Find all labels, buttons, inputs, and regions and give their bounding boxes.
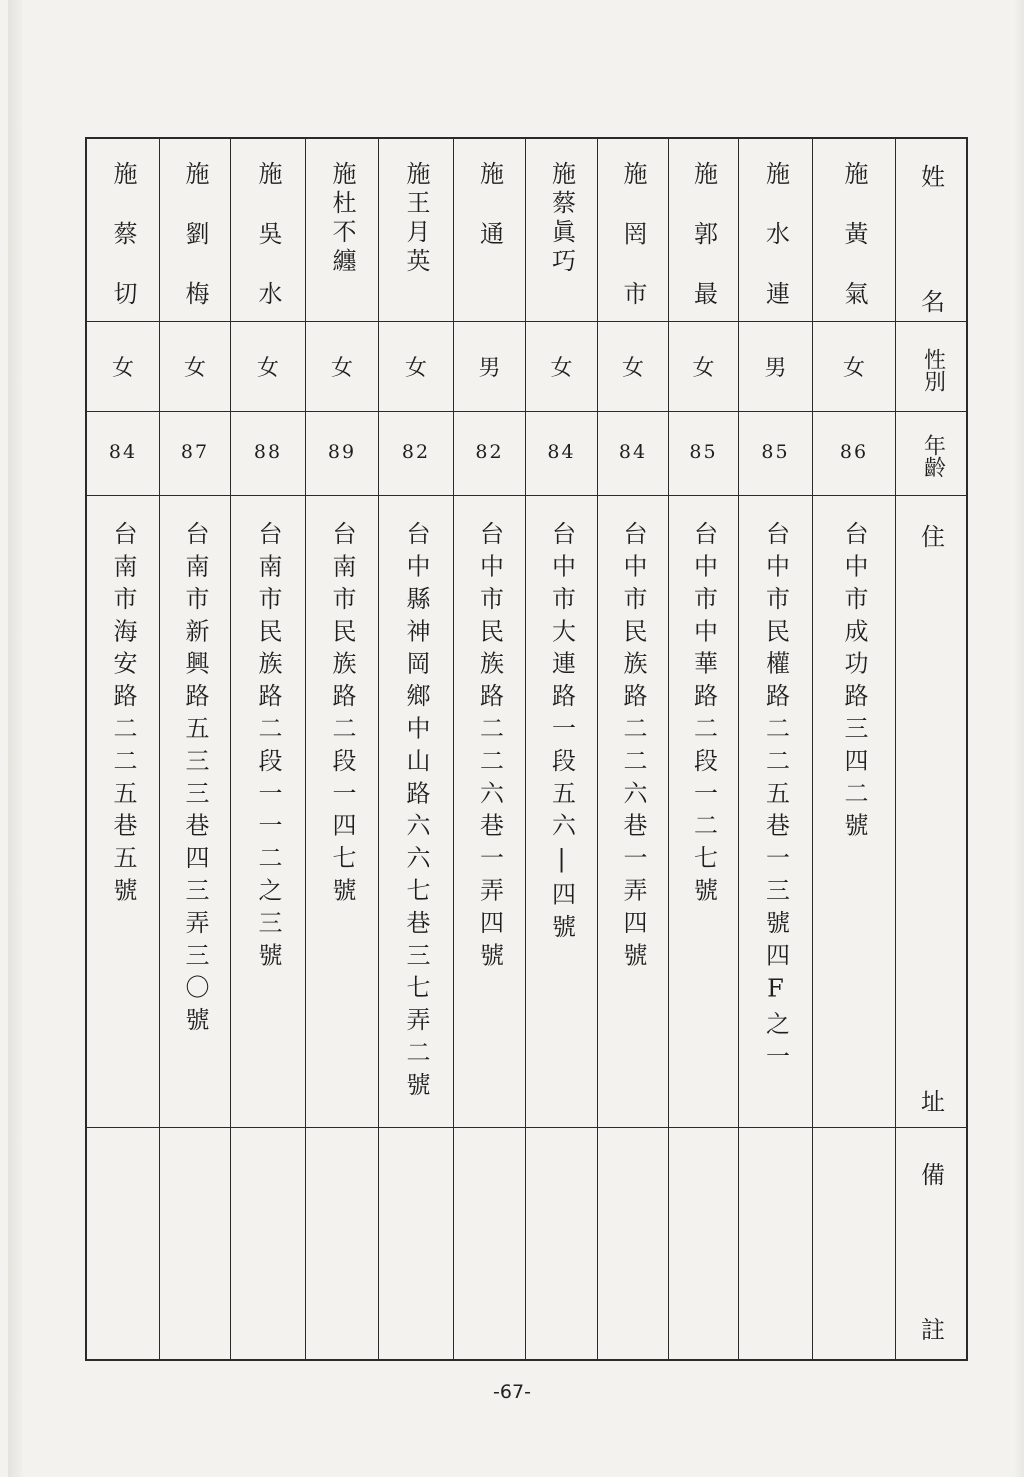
record-gender: 男 xyxy=(764,356,787,381)
record-age: 88 xyxy=(253,441,283,463)
record-gender: 女 xyxy=(842,356,865,381)
record-address: 台南市新興路五三三巷四三弄三〇號 xyxy=(181,521,209,1040)
record-address: 台南市民族路二段一四七號 xyxy=(328,521,356,910)
record-age: 82 xyxy=(475,441,504,463)
record-name: 施黃氣 xyxy=(840,161,868,341)
remarks-cell xyxy=(739,1127,812,1363)
record-name: 施罔市 xyxy=(619,161,647,341)
address-cell xyxy=(231,521,305,1121)
record-name: 施劉梅 xyxy=(181,161,209,341)
record-address: 台中市成功路三四二號 xyxy=(840,521,868,845)
age-cell xyxy=(669,441,738,471)
address-cell xyxy=(454,521,525,1121)
header-name-cell xyxy=(896,157,970,317)
gender-cell xyxy=(231,351,305,391)
header-age: 年齡 xyxy=(920,434,946,478)
record-column xyxy=(305,139,378,1359)
row-divider xyxy=(87,495,966,496)
age-cell xyxy=(598,441,668,471)
record-name: 施通 xyxy=(475,161,504,281)
gender-cell xyxy=(598,351,668,391)
record-age: 85 xyxy=(761,441,790,463)
header-remarks-char-2: 註 xyxy=(921,1316,945,1344)
record-gender: 男 xyxy=(478,356,501,381)
name-cell xyxy=(526,161,597,321)
gender-cell xyxy=(813,351,895,391)
record-column xyxy=(453,139,525,1359)
register-table xyxy=(85,137,968,1361)
name-cell xyxy=(454,161,525,321)
record-address: 台中市民族路二二六巷一弄四號 xyxy=(475,521,504,975)
record-age: 89 xyxy=(327,441,357,463)
name-cell xyxy=(379,161,453,321)
record-address: 台南市民族路二段一一二之三號 xyxy=(254,521,282,975)
record-name: 施郭最 xyxy=(689,161,718,341)
record-age: 84 xyxy=(618,441,648,463)
record-gender: 女 xyxy=(111,356,134,381)
address-cell xyxy=(739,521,812,1121)
gender-cell xyxy=(526,351,597,391)
record-name: 施蔡切 xyxy=(109,161,137,341)
name-cell xyxy=(598,161,668,341)
name-cell xyxy=(669,161,738,341)
row-divider xyxy=(87,411,966,412)
address-cell xyxy=(306,521,378,1121)
record-column xyxy=(597,139,668,1359)
record-age: 82 xyxy=(401,441,431,463)
remarks-cell xyxy=(669,1127,738,1363)
record-gender: 女 xyxy=(621,356,644,381)
record-address: 台中市民族路二二六巷一弄四號 xyxy=(619,521,647,975)
record-age: 85 xyxy=(689,441,718,463)
remarks-cell xyxy=(379,1127,453,1363)
age-cell xyxy=(739,441,812,471)
page-binding-edge xyxy=(8,0,22,1477)
record-column xyxy=(525,139,597,1359)
record-name: 施王月英 xyxy=(402,161,430,277)
row-divider xyxy=(87,321,966,322)
header-name-char-1: 姓 xyxy=(921,163,945,191)
header-gender-cell xyxy=(896,339,970,401)
gender-cell xyxy=(87,351,159,391)
record-name: 施杜不纏 xyxy=(328,161,356,277)
age-cell xyxy=(379,441,453,471)
page-right-edge xyxy=(1014,0,1024,1477)
row-divider xyxy=(87,1127,966,1128)
header-remarks-cell xyxy=(896,1155,970,1345)
record-gender: 女 xyxy=(183,356,206,381)
gender-cell xyxy=(454,351,525,391)
gender-cell xyxy=(160,351,230,391)
record-gender: 女 xyxy=(550,356,573,381)
record-gender: 女 xyxy=(692,356,715,381)
record-column xyxy=(812,139,895,1359)
header-address-char-1: 住 xyxy=(921,523,945,551)
age-cell xyxy=(526,441,597,471)
address-cell xyxy=(160,521,230,1121)
name-cell xyxy=(813,161,895,341)
record-address: 台中縣神岡鄉中山路六六七巷三七弄二號 xyxy=(402,521,430,1105)
record-address: 台南市海安路二二五巷五號 xyxy=(109,521,137,910)
record-gender: 女 xyxy=(330,356,353,381)
remarks-cell xyxy=(231,1127,305,1363)
remarks-cell xyxy=(306,1127,378,1363)
gender-cell xyxy=(739,351,812,391)
record-gender: 女 xyxy=(404,356,427,381)
record-column xyxy=(738,139,812,1359)
name-cell xyxy=(231,161,305,341)
header-name-char-2: 名 xyxy=(921,288,945,316)
record-address: 台中市大連路一段五六|四號 xyxy=(547,521,576,947)
record-column xyxy=(87,139,159,1359)
remarks-cell xyxy=(454,1127,525,1363)
record-address: 台中市中華路二段一二七號 xyxy=(689,521,718,910)
record-age: 87 xyxy=(180,441,210,463)
record-column xyxy=(230,139,305,1359)
address-cell xyxy=(87,521,159,1121)
gender-cell xyxy=(379,351,453,391)
age-cell xyxy=(160,441,230,471)
record-age: 86 xyxy=(839,441,869,463)
name-cell xyxy=(739,161,812,341)
gender-cell xyxy=(669,351,738,391)
age-cell xyxy=(87,441,159,471)
remarks-cell xyxy=(160,1127,230,1363)
record-name: 施蔡眞巧 xyxy=(547,161,576,277)
gender-cell xyxy=(306,351,378,391)
address-cell xyxy=(669,521,738,1121)
address-cell xyxy=(598,521,668,1121)
record-column xyxy=(159,139,230,1359)
header-address-cell xyxy=(896,517,970,1117)
name-cell xyxy=(160,161,230,341)
remarks-cell xyxy=(598,1127,668,1363)
address-cell xyxy=(379,521,453,1121)
age-cell xyxy=(813,441,895,471)
header-address-char-2: 址 xyxy=(921,1088,945,1116)
age-cell xyxy=(231,441,305,471)
record-age: 84 xyxy=(108,441,138,463)
name-cell xyxy=(87,161,159,341)
record-column xyxy=(378,139,453,1359)
address-cell xyxy=(813,521,895,1121)
record-age: 84 xyxy=(547,441,576,463)
header-column xyxy=(895,139,970,1359)
header-gender: 性別 xyxy=(920,348,946,392)
name-cell xyxy=(306,161,378,321)
remarks-cell xyxy=(526,1127,597,1363)
record-gender: 女 xyxy=(256,356,279,381)
header-age-cell xyxy=(896,427,970,485)
age-cell xyxy=(306,441,378,471)
address-cell xyxy=(526,521,597,1121)
page-number: -67- xyxy=(493,1381,531,1403)
remarks-cell xyxy=(87,1127,159,1363)
age-cell xyxy=(454,441,525,471)
record-name: 施吳水 xyxy=(254,161,282,341)
record-name: 施水連 xyxy=(761,161,790,341)
record-column xyxy=(668,139,738,1359)
header-remarks-char-1: 備 xyxy=(921,1161,945,1189)
remarks-cell xyxy=(813,1127,895,1363)
record-address: 台中市民權路二二五巷一三號四F之一 xyxy=(761,521,790,1076)
